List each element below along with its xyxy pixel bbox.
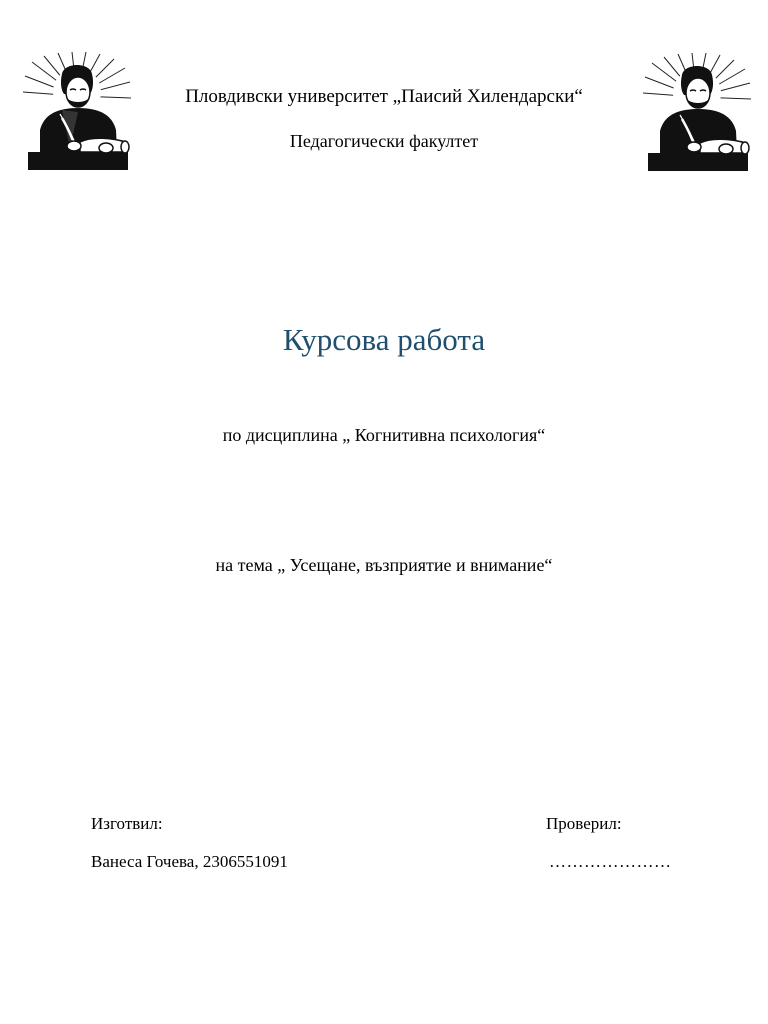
checked-by-label: Проверил: (546, 814, 622, 833)
paisiy-portrait-icon (642, 53, 752, 171)
university-name: Пловдивски университет „Паисий Хилендарски“ (185, 86, 583, 107)
topic-line: на тема „ Усещане, възприятие и внимание“ (215, 555, 553, 575)
university-logo-right (642, 53, 752, 171)
paisiy-portrait-icon (22, 52, 132, 170)
prepared-by-label: Изготвил: (91, 814, 163, 833)
faculty-name: Педагогически факултет (289, 131, 479, 151)
university-logo-left (22, 52, 132, 170)
document-title: Курсова работа (282, 322, 486, 357)
checked-by-placeholder: ………………… (549, 852, 672, 871)
prepared-by-name: Ванеса Гочева, 2306551091 (91, 852, 288, 871)
discipline-line: по дисциплина „ Когнитивна психология“ (222, 425, 546, 445)
